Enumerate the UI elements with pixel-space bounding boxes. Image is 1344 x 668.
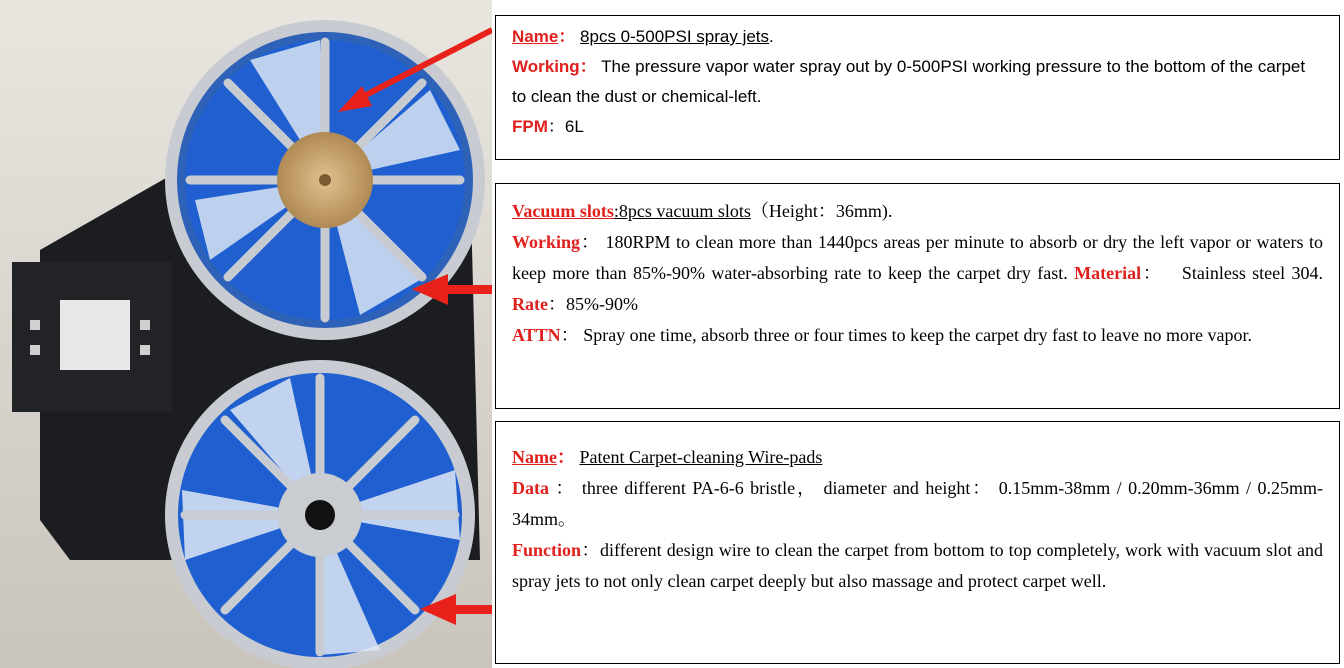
- rate-value: 85%-90%: [565, 294, 638, 314]
- fpm-label: FPM: [512, 117, 548, 136]
- data-line: [512, 473, 1323, 535]
- function-sep: ：: [581, 540, 601, 560]
- rate-label: Rate: [512, 294, 548, 314]
- name-label: Name: [512, 27, 559, 46]
- name-line: [512, 442, 1323, 473]
- material-label: Material: [1074, 263, 1142, 283]
- working-label: Working: [512, 232, 581, 252]
- fpm-sep: ：: [547, 117, 565, 136]
- working-label: Working: [512, 57, 580, 76]
- working-text: The pressure vapor water spray out by 0-500PSI working pressure to the bottom of the carpet to clean the dust or chemical-left.: [512, 57, 1306, 106]
- working-sep: ：: [580, 232, 600, 252]
- function-label: Function: [512, 540, 582, 560]
- name-sep: ：: [558, 27, 576, 46]
- name-label: Name: [512, 447, 557, 467]
- title-line: [512, 196, 1323, 227]
- working-sep: ：: [579, 57, 597, 76]
- data-label: Data: [512, 478, 549, 498]
- attn-label: ATTN: [512, 325, 561, 345]
- data-text: three different PA-6-6 bristle， diameter and height： 0.15mm-38mm / 0.20mm-36mm / 0.25mm-34mm。: [512, 478, 1324, 529]
- bottom-brush-disc: [165, 360, 475, 668]
- name-value: Patent Carpet-cleaning Wire-pads: [579, 447, 823, 467]
- working-line: [512, 57, 1305, 106]
- attn-line: [512, 320, 1323, 351]
- wire-pads-info-box: [495, 421, 1340, 664]
- attn-text: Spray one time, absorb three or four times to keep the carpet dry fast to leave no more vapor.: [583, 325, 1252, 345]
- working-line: [512, 232, 1323, 314]
- title-extra: （Height：36mm).: [750, 201, 893, 221]
- name-value: 8pcs 0-500PSI spray jets: [580, 27, 770, 46]
- data-sep: ：: [555, 478, 576, 498]
- spray-jets-info-box: [495, 15, 1340, 160]
- name-end: .: [769, 27, 774, 46]
- vacuum-slots-info-box: [495, 183, 1340, 409]
- attn-sep: ：: [560, 325, 579, 345]
- working-text: 180RPM to clean more than 1440pcs areas per minute to absorb or dry the left vapor or waters to keep more than 85%-90% water-absorbing rate to keep the carpet dry fast.: [512, 232, 1324, 283]
- fpm-line: [512, 112, 1323, 142]
- fpm-value: 6L: [564, 117, 584, 136]
- function-text: different design wire to clean the carpet from bottom to top completely, work with vacuum slot and spray jets to not only clean carpet deeply but also massage and protect carpet well.: [512, 540, 1324, 591]
- title-value: :8pcs vacuum slots: [613, 201, 751, 221]
- function-line: [512, 535, 1323, 597]
- material-sep: ：: [1141, 263, 1163, 283]
- product-photo: [0, 0, 492, 668]
- material-value: Stainless steel 304.: [1181, 263, 1324, 283]
- title-label: Vacuum slots: [512, 201, 614, 221]
- name-sep: ：: [556, 447, 575, 467]
- name-line: [512, 22, 1323, 52]
- rate-sep: ：: [547, 294, 566, 314]
